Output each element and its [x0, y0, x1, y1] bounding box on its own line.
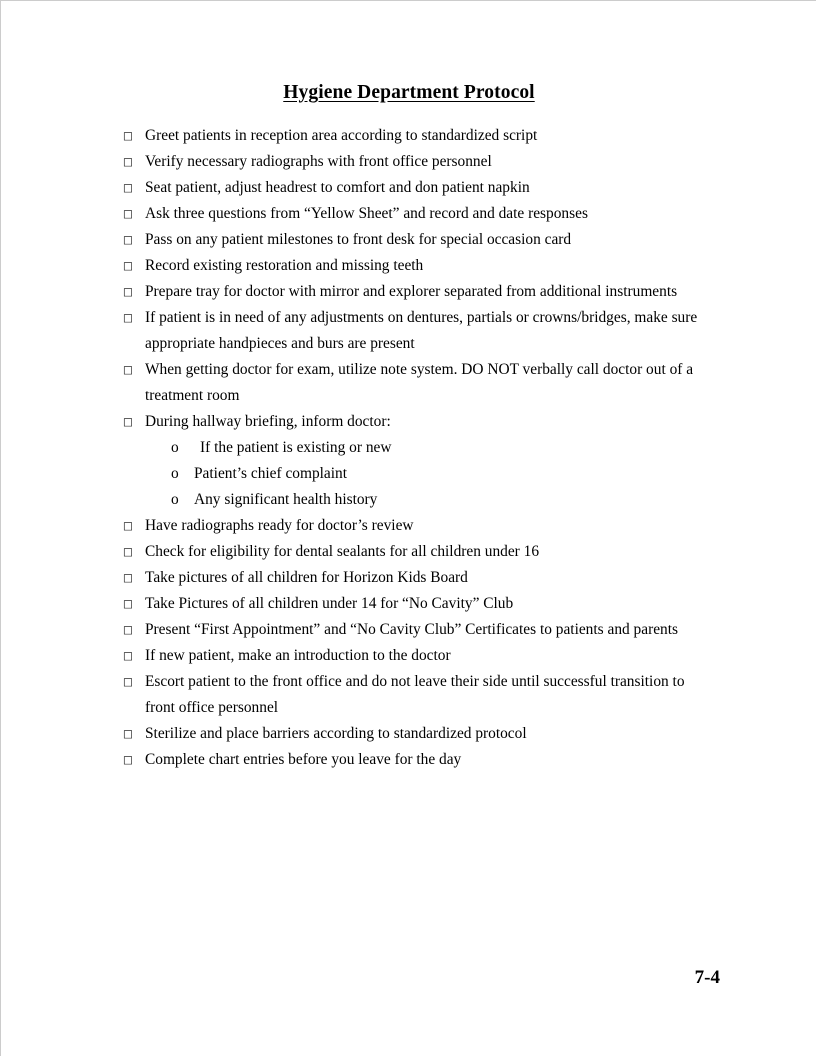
sub-list-item [123, 435, 713, 461]
list-item [123, 149, 713, 175]
list-item-label: Take pictures of all children for Horizon Kids Board [145, 569, 468, 586]
circle-bullet-icon: o [171, 465, 179, 482]
checkbox-square-icon: □ [123, 286, 133, 298]
list-item-label: Present “First Appointment” and “No Cavity Club” Certificates to patients and parents [145, 621, 678, 638]
checkbox-square-icon: □ [123, 182, 133, 194]
list-item-label: Check for eligibility for dental sealants for all children under 16 [145, 543, 540, 560]
sub-list-item-label: If the patient is existing or new [200, 439, 392, 456]
checkbox-square-icon: □ [123, 546, 133, 558]
list-item [123, 279, 713, 305]
page-title-text: Hygiene Department Protocol [283, 82, 535, 103]
checkbox-square-icon: □ [123, 754, 133, 766]
sub-list-item [123, 487, 713, 513]
list-item [123, 253, 713, 279]
circle-bullet-icon: o [171, 439, 179, 456]
list-item-label: Complete chart entries before you leave for the day [145, 751, 462, 768]
page-number: 7-4 [694, 967, 720, 988]
sub-list-item-label: Any significant health history [194, 491, 378, 508]
list-item-label: Have radiographs ready for doctor’s review [145, 517, 414, 534]
list-item-label: Seat patient, adjust headrest to comfort and don patient napkin [145, 179, 530, 196]
hallway-briefing-sublist [123, 435, 713, 513]
list-item-label: Take Pictures of all children under 14 for “No Cavity” Club [145, 595, 514, 612]
checkbox-square-icon: □ [123, 728, 133, 740]
list-item [123, 123, 713, 149]
checkbox-square-icon: □ [123, 520, 133, 532]
list-item [123, 591, 713, 617]
list-item-label: If new patient, make an introduction to the doctor [145, 647, 451, 664]
sub-list-item [123, 461, 713, 487]
list-item [123, 409, 713, 435]
circle-bullet-icon: o [171, 491, 179, 508]
list-item-label: Pass on any patient milestones to front desk for special occasion card [145, 231, 572, 248]
list-item [123, 747, 713, 773]
list-item-label: Ask three questions from “Yellow Sheet” and record and date responses [145, 205, 588, 222]
list-item-label: Verify necessary radiographs with front office personnel [145, 153, 492, 170]
checkbox-square-icon: □ [123, 234, 133, 246]
checkbox-square-icon: □ [123, 130, 133, 142]
list-item-label: Record existing restoration and missing teeth [145, 257, 424, 274]
list-item [123, 669, 713, 721]
list-item [123, 175, 713, 201]
checkbox-square-icon: □ [123, 416, 133, 428]
page-title [1, 81, 816, 105]
list-item [123, 721, 713, 747]
list-item-label: If patient is in need of any adjustments on dentures, partials or crowns/bridges, make sure appropriate handpieces and burs are present [145, 309, 698, 352]
checkbox-square-icon: □ [123, 598, 133, 610]
list-item-label: Escort patient to the front office and do not leave their side until successful transition to front office personnel [145, 673, 685, 716]
list-item [123, 227, 713, 253]
checkbox-square-icon: □ [123, 650, 133, 662]
list-item [123, 643, 713, 669]
checkbox-square-icon: □ [123, 260, 133, 272]
list-item [123, 357, 713, 409]
list-item-label: Greet patients in reception area according to standardized script [145, 127, 538, 144]
sub-list-item-label: Patient’s chief complaint [194, 465, 348, 482]
checkbox-square-icon: □ [123, 156, 133, 168]
checkbox-square-icon: □ [123, 624, 133, 636]
list-item [123, 617, 713, 643]
list-item-label: When getting doctor for exam, utilize note system. DO NOT verbally call doctor out of a treatment room [145, 361, 694, 404]
list-item [123, 539, 713, 565]
list-item [123, 513, 713, 539]
list-item [123, 201, 713, 227]
list-item-label: During hallway briefing, inform doctor: [145, 413, 391, 430]
protocol-checklist [123, 123, 713, 773]
list-item-label: Sterilize and place barriers according to standardized protocol [145, 725, 527, 742]
checkbox-square-icon: □ [123, 312, 133, 324]
checkbox-square-icon: □ [123, 572, 133, 584]
list-item [123, 565, 713, 591]
list-item [123, 305, 713, 357]
checkbox-square-icon: □ [123, 676, 133, 688]
list-item-label: Prepare tray for doctor with mirror and explorer separated from additional instruments [145, 283, 678, 300]
checkbox-square-icon: □ [123, 364, 133, 376]
checkbox-square-icon: □ [123, 208, 133, 220]
